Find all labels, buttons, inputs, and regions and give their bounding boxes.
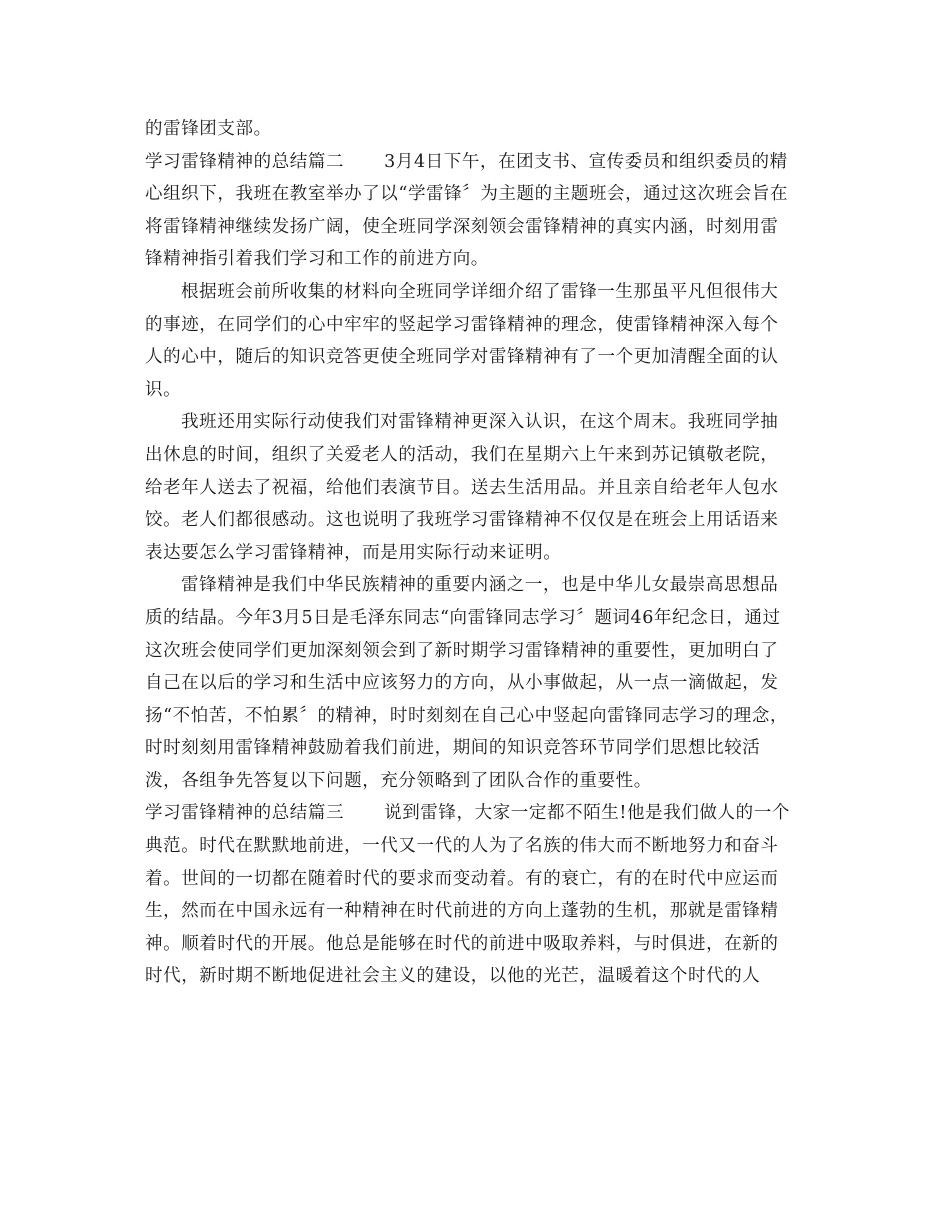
text-line: 表达要怎么学习雷锋精神，而是用实际行动来证明。: [145, 542, 562, 563]
section-intro-3: 说到雷锋，大家一定都不陌生!他是我们做人的一个: [384, 803, 790, 824]
text-line: 质的结晶。今年3月5日是毛泽东同志“向雷锋同志学习〞题词46年纪念日，通过: [145, 607, 781, 628]
paragraph-first-line: 雷锋精神是我们中华民族精神的重要内涵之一，也是中华儿女最崇高思想品: [181, 575, 779, 596]
text-line: 典范。时代在默默地前进，一代又一代的人为了名族的伟大而不断地努力和奋斗: [145, 836, 779, 857]
text-line: 人的心中，随后的知识竞答更使全班同学对雷锋精神有了一个更加清醒全面的认: [145, 347, 779, 368]
text-line: 神。顺着时代的开展。他总是能够在时代的前进中吸取养料，与时俱进，在新的: [145, 933, 779, 954]
text-line: 着。世间的一切都在随着时代的要求而变动着。有的衰亡，有的在时代中应运而: [145, 868, 779, 889]
text-line: 将雷锋精神继续发扬广阔，使全班同学深刻领会雷锋精神的真实内涵，时刻用雷: [145, 216, 779, 237]
section-title-3: 学习雷锋精神的总结篇三: [145, 803, 345, 824]
text-line: 的雷锋团支部。: [145, 119, 272, 139]
text-line: 识。: [145, 379, 182, 400]
section-heading-line: [145, 146, 810, 179]
text-line: 饺。老人们都很感动。这也说明了我班学习雷锋精神不仅仅是在班会上用话语来: [145, 510, 779, 531]
text-line: 出休息的时间，组织了关爱老人的活动，我们在星期六上午来到苏记镇敬老院，: [145, 444, 779, 465]
text-line: 泼，各组争先答复以下问题，充分领略到了团队合作的重要性。: [145, 770, 652, 791]
paragraph-first-line: 根据班会前所收集的材料向全班同学详细介绍了雷锋一生那虽平凡但很伟大: [181, 281, 779, 302]
text-line: 给老年人送去了祝福，给他们表演节目。送去生活用品。并且亲自给老年人包水: [145, 477, 779, 498]
text-line: 的事迹，在同学们的心中牢牢的竖起学习雷锋精神的理念，使雷锋精神深入每个: [145, 314, 779, 335]
text-line: 自己在以后的学习和生活中应该努力的方向，从小事做起，从一点一滴做起，发: [145, 673, 779, 694]
section-title-2: 学习雷锋精神的总结篇二: [145, 151, 345, 172]
section-heading-line: [145, 797, 810, 830]
text-line: 心组织下，我班在教室举办了以“学雷锋〞为主题的主题班会，通过这次班会旨在: [145, 184, 789, 205]
text-line: 锋精神指引着我们学习和工作的前进方向。: [145, 249, 489, 270]
section-intro-2: 3月4日下午，在团支书、宣传委员和组织委员的精: [384, 151, 788, 172]
paragraph-first-line: 我班还用实际行动使我们对雷锋精神更深入认识，在这个周末。我班同学抽: [181, 412, 779, 433]
text-line: 时时刻刻用雷锋精神鼓励着我们前进，期间的知识竞答环节同学们思想比较活: [145, 738, 761, 759]
document-body: [145, 113, 810, 993]
text-line: 时代，新时期不断地促进社会主义的建设，以他的光芒，温暖着这个时代的人: [145, 966, 761, 987]
text-line: 生，然而在中国永远有一种精神在时代前进的方向上蓬勃的生机，那就是雷锋精: [145, 901, 779, 922]
text-line: 扬“不怕苦，不怕累〞的精神，时时刻刻在自己心中竖起向雷锋同志学习的理念，: [145, 705, 789, 726]
text-line: 这次班会使同学们更加深刻领会到了新时期学习雷锋精神的重要性，更加明白了: [145, 640, 779, 661]
